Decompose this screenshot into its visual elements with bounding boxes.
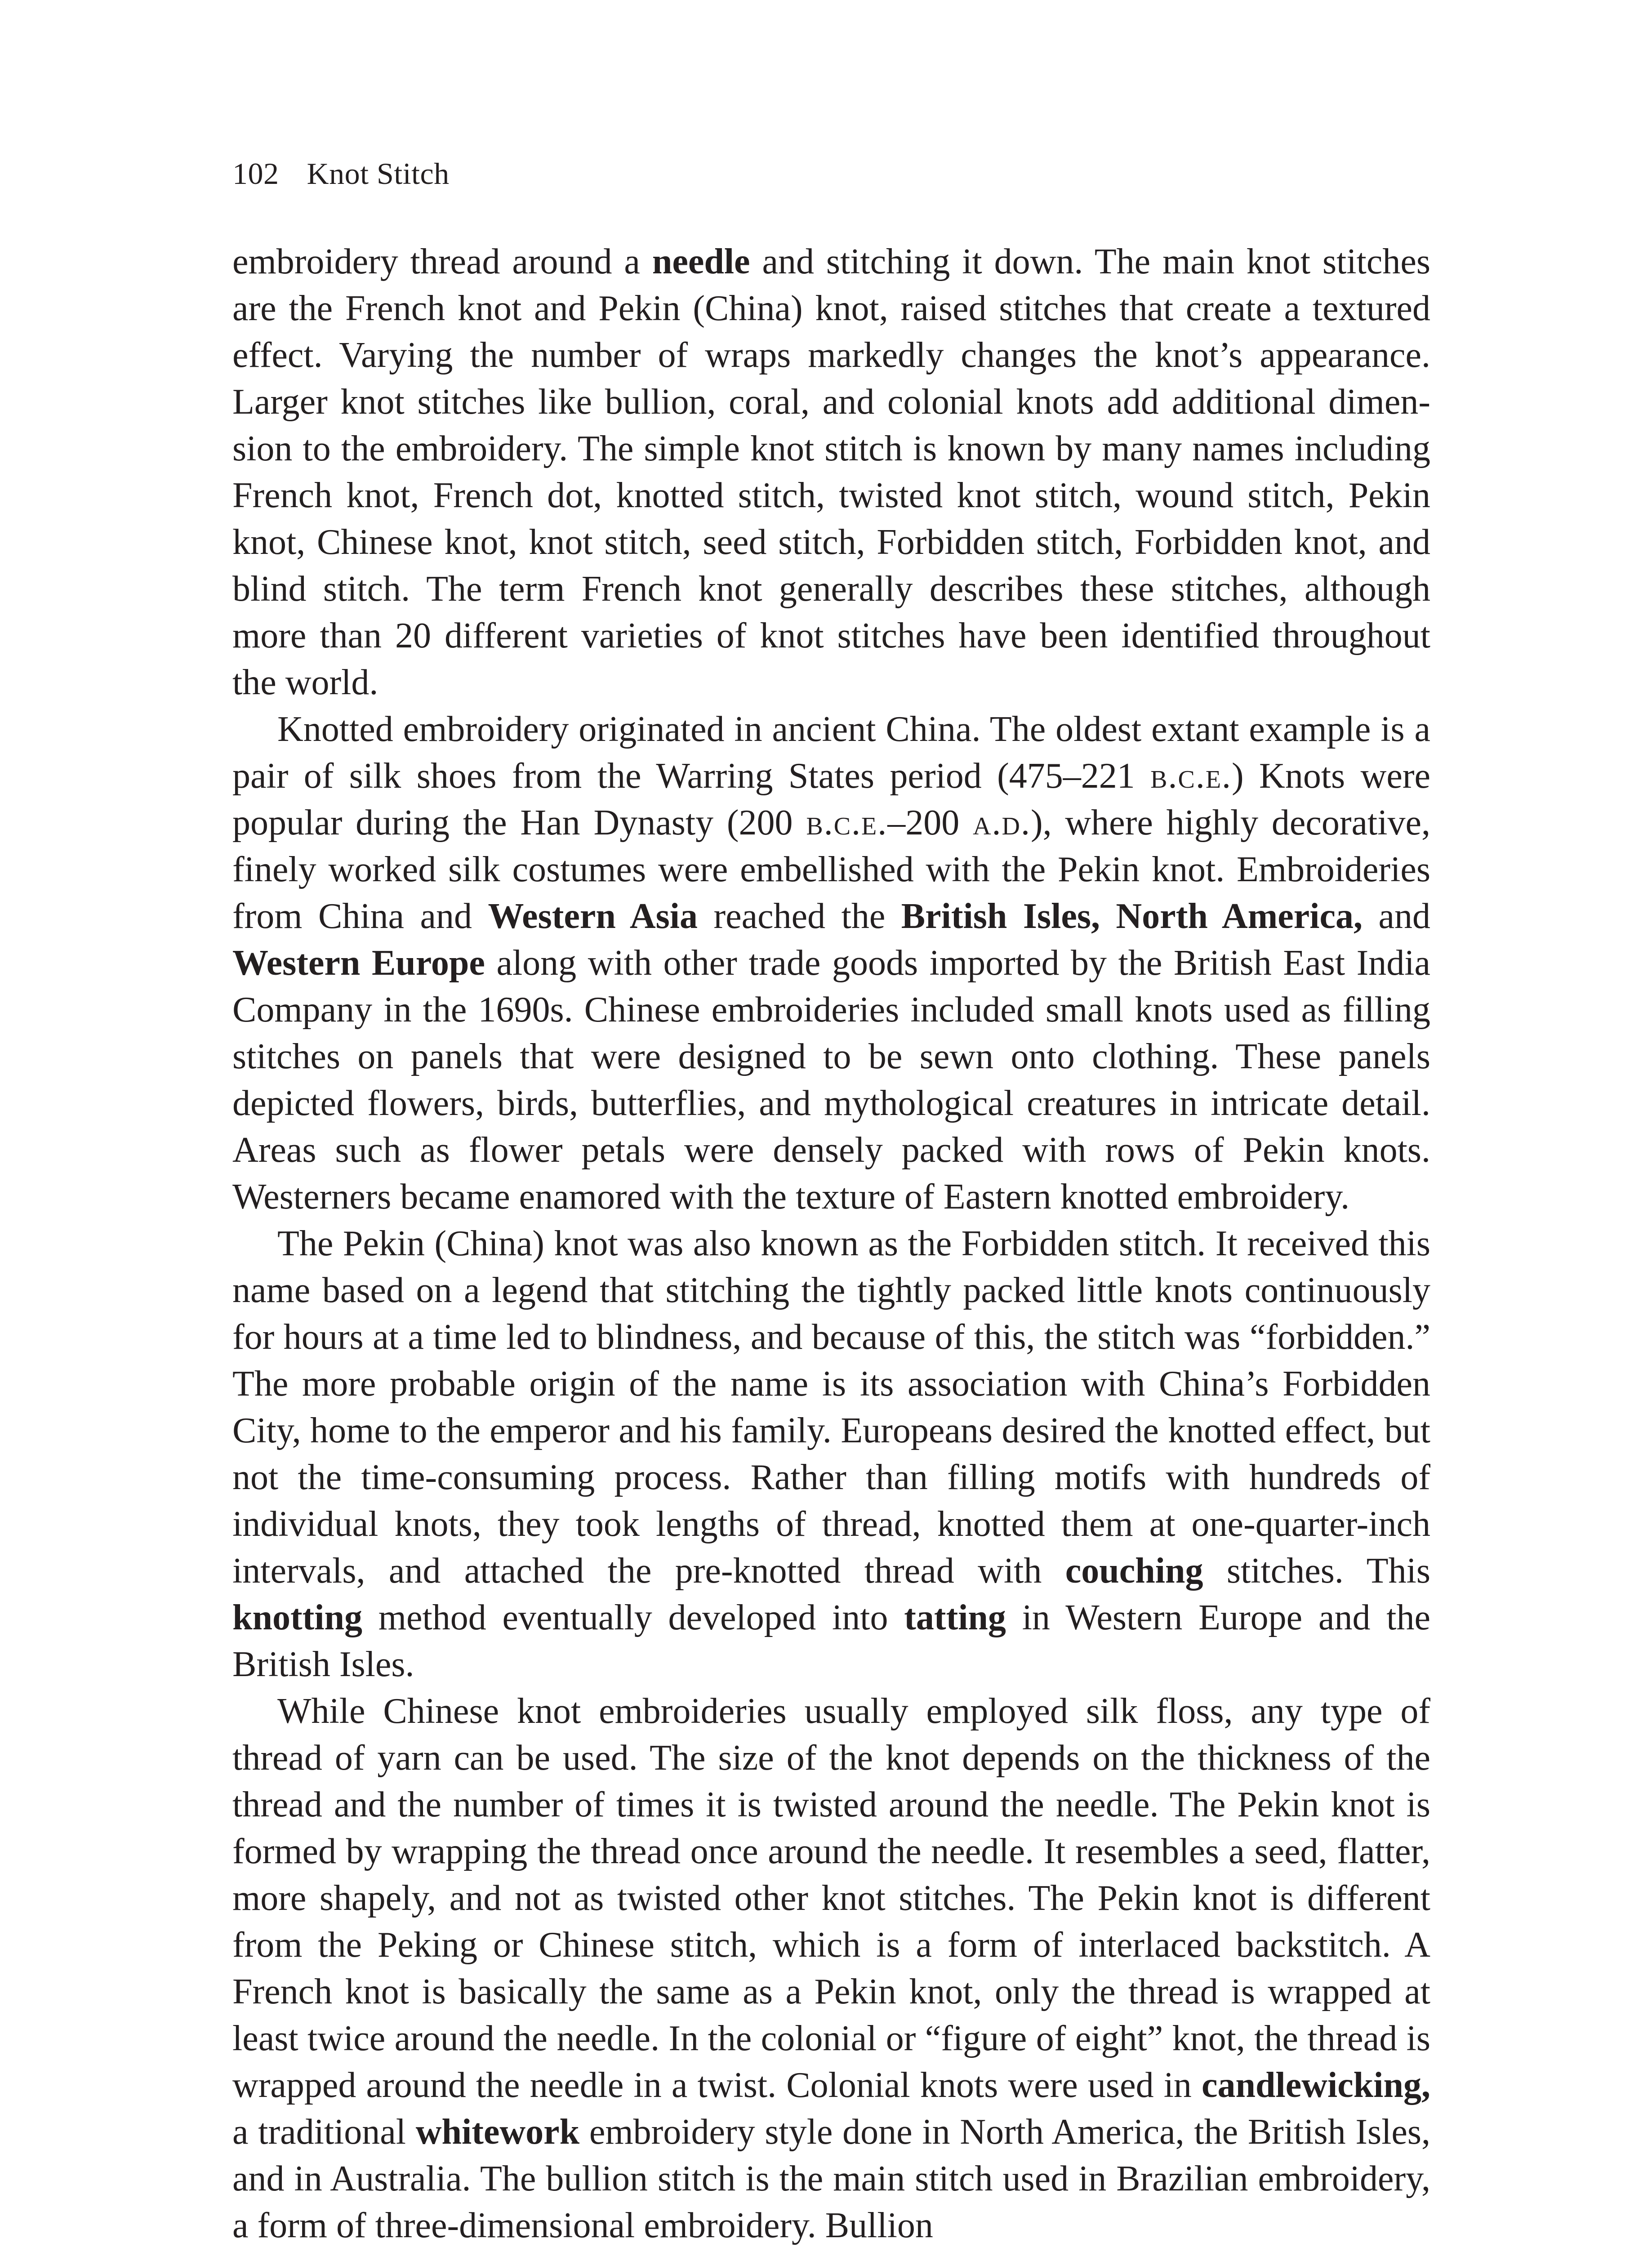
text-run: ) Knots were popular during the Han Dynasty (200 [232,756,1430,843]
text-run: in Western Europe and the British Isles. [232,1598,1431,1684]
text-run: –200 [887,803,973,843]
cross-reference-couching: couching [1065,1551,1203,1591]
paragraph-2 [232,706,1430,1220]
cross-reference-knotting: knotting [232,1598,362,1637]
paragraph-3 [232,1220,1430,1688]
text-run: along with other trade goods imported by the British East India Company in the 1690s. Chinese embroideries included small knots used as filling stitches on panels that were designed to be sewn onto clothing. These panels depicted flowers, birds, butterflies, and mythological creatures in intricate detail. Areas such as flower petals were densely packed with rows of Pekin knots. Westerners became enamored with the texture of Eastern knotted embroidery. [232,943,1430,1217]
running-title: Knot Stitch [307,156,450,191]
paragraph-4 [232,1688,1430,2248]
era-abbreviation: b.c.e. [1150,756,1232,796]
cross-reference-british-isles-north-america: British Isles, North America, [901,897,1363,936]
running-head [232,158,450,189]
text-run: and [1363,897,1430,936]
text-run: and stitching it down. The main knot stitches are the French knot and Pekin (China) knot, raised stitches that create a textured effect. Varying the number of wraps markedly changes the knot’s appearance. Larger knot stitches like bullion, coral, and colonial knots add additional dimension to the embroidery. The simple knot stitch is known by many names including French knot, French dot, knotted stitch, twisted knot stitch, wound stitch, Pekin knot, Chinese knot, knot stitch, seed stitch, Forbidden stitch, Forbidden knot, and blind stitch. The term French knot generally describes these stitches, although more than 20 different varieties of knot stitches have been identified throughout the world. [232,242,1430,702]
era-abbreviation: a.d. [973,803,1031,843]
text-run: stitches. This [1203,1551,1430,1591]
text-run: method eventually developed into [362,1598,904,1637]
cross-reference-western-europe: Western Europe [232,943,485,983]
page-number: 102 [232,156,279,191]
cross-reference-tatting: tatting [904,1598,1006,1637]
paragraph-1 [232,238,1430,706]
text-run: The Pekin (China) knot was also known as the Forbidden stitch. It received this name based on a legend that stitching the tightly packed little knots continuously for hours at a time led to blindness, and because of this, the stitch was “forbidden.” The more probable origin of the name is its association with China’s Forbidden City, home to the emperor and his family. Europeans desired the knotted effect, but not the time-consuming process. Rather than filling motifs with hundreds of individual knots, they took lengths of thread, knotted them at one-quarter-inch intervals, and attached the pre-knotted thread with [232,1224,1430,1591]
cross-reference-whitework: whitework [415,2112,580,2152]
cross-reference-needle: needle [652,242,750,281]
cross-reference-candlewicking: candlewicking, [1202,2065,1430,2105]
text-run: reached the [698,897,901,936]
cross-reference-western-asia: Western Asia [488,897,698,936]
text-run: a traditional [232,2112,416,2152]
body-text [232,238,1430,2248]
text-run: Knotted embroidery originated in ancient China. The oldest extant example is a pair of silk shoes from the Warring States period (475–221 [232,709,1430,796]
text-run: ), where highly decorative, finely worked silk costumes were embellished with the Pekin knot. Embroideries from China and [232,803,1431,936]
text-run: embroidery thread around a [232,242,652,281]
era-abbreviation: b.c.e. [806,803,888,843]
text-run: embroidery style done in North America, the British Isles, and in Australia. The bullion stitch is the main stitch used in Brazilian embroidery, a form of three-dimensional embroidery. Bullion [232,2112,1430,2245]
text-run: While Chinese knot embroideries usually employed silk floss, any type of thread of yarn can be used. The size of the knot depends on the thickness of the thread and the number of times it is twisted around the needle. The Pekin knot is formed by wrapping the thread once around the needle. It resembles a seed, flatter, more shapely, and not as twisted other knot stitches. The Pekin knot is different from the Peking or Chinese stitch, which is a form of interlaced backstitch. A French knot is basically the same as a Pekin knot, only the thread is wrapped at least twice around the needle. In the colonial or “figure of eight” knot, the thread is wrapped around the needle in a twist. Colonial knots were used in [232,1691,1430,2105]
